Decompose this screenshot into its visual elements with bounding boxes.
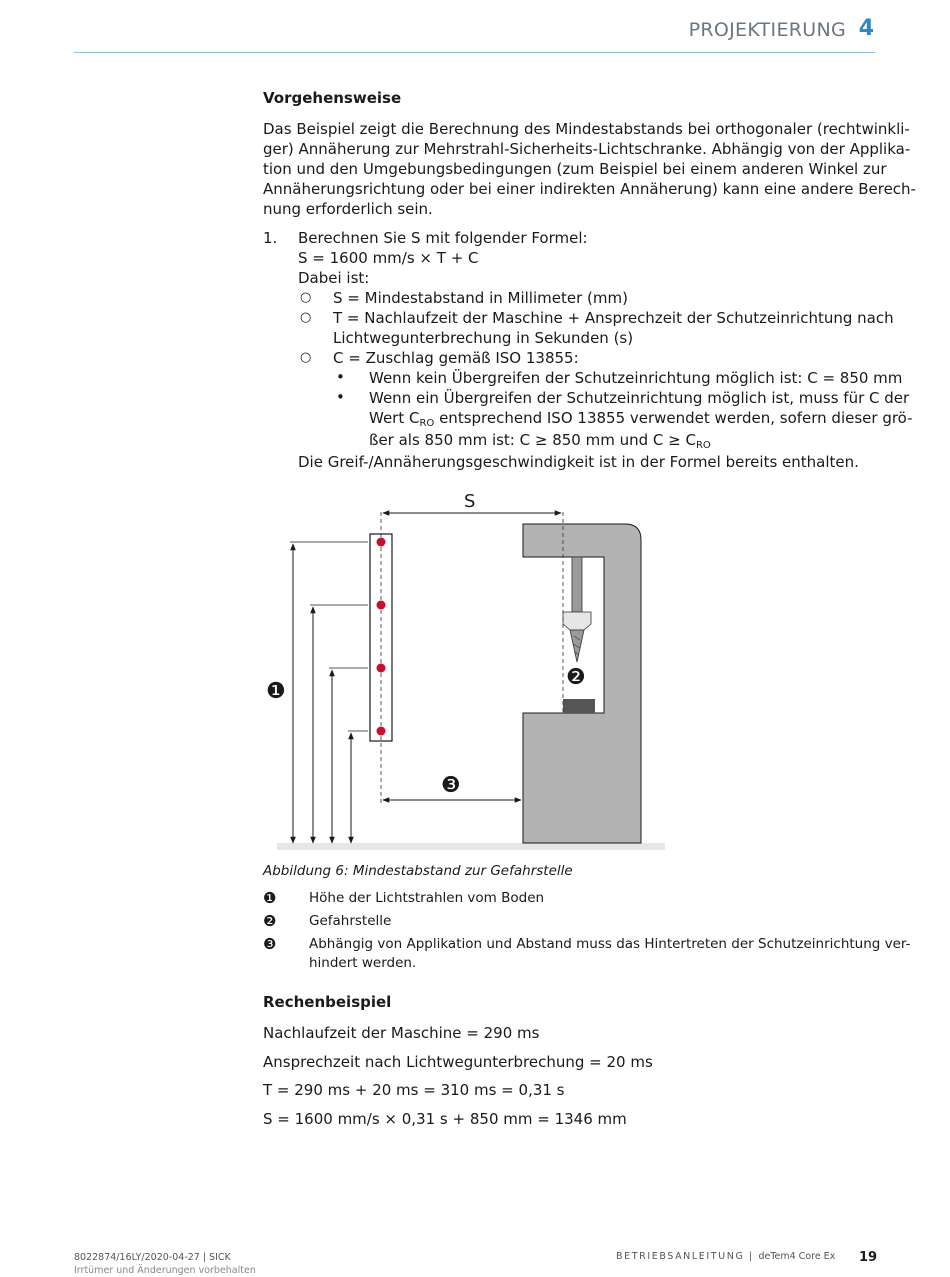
intro-line: Annäherungsrichtung oder bei einer indirekten Annäherung) kann eine andere Berech- (263, 180, 916, 198)
legend-number: ❷ (263, 912, 277, 930)
legend-text-cont: hindert werden. (309, 955, 417, 971)
tool-holder (563, 612, 591, 630)
callout-3: ❸ (441, 773, 461, 798)
chapter-number: 4 (858, 16, 874, 41)
c-case-2-cont: Wert $C_{RO}$ entsprechend ISO 13855 verwendet werden, sofern dieser grö- (369, 409, 913, 429)
step-text: Berechnen Sie S mit folgender Formel: (298, 229, 588, 247)
beam-dot (377, 601, 386, 610)
beam-dot (377, 664, 386, 673)
legend-text: Abhängig von Applikation und Abstand muss das Hintertreten der Schutzeinrichtung ver- (309, 936, 911, 952)
c-case-1: Wenn kein Übergreifen der Schutzeinrichtung möglich ist: C = 850 mm (369, 369, 903, 387)
s-label: S (464, 491, 476, 512)
c-case-2: Wenn ein Übergreifen der Schutzeinrichtung möglich ist, muss für C der (369, 389, 910, 407)
circle-bullet: ○ (300, 290, 312, 305)
formula: S = 1600 mm/s × T + C (298, 249, 479, 267)
intro-line: tion und den Umgebungsbedingungen (zum Beispiel bei einem anderen Winkel zur (263, 160, 887, 178)
legend-text: Höhe der Lichtstrahlen vom Boden (309, 890, 545, 906)
workpiece (563, 699, 595, 713)
footer-document-info (74, 1251, 256, 1277)
footer-doc-id: 8022874/16LY/2020-04-27 | SICK (74, 1252, 231, 1263)
legend-number: ❸ (263, 935, 277, 953)
figure-caption: Abbildung 6: Mindestabstand zur Gefahrstelle (263, 863, 573, 879)
intro-line: Das Beispiel zeigt die Berechnung des Mindestabstands bei orthogonaler (rechtwinkli- (263, 120, 910, 138)
intro-line: nung erforderlich sein. (263, 200, 433, 218)
calculation-line: S = 1600 mm/s × 0,31 s + 850 mm = 1346 mm (263, 1110, 627, 1128)
definition-t-cont: Lichtwegunterbrechung in Sekunden (s) (333, 329, 634, 347)
floor (277, 843, 665, 850)
definition-t: T = Nachlaufzeit der Maschine + Ansprechzeit der Schutzeinrichtung nach (333, 309, 894, 327)
dot-bullet: • (336, 388, 345, 406)
calculation-line: Nachlaufzeit der Maschine = 290 ms (263, 1024, 540, 1042)
procedure-heading: Vorgehensweise (263, 89, 402, 107)
definition-s: S = Mindestabstand in Millimeter (mm) (333, 289, 628, 307)
beam-dot (377, 538, 386, 547)
where-label: Dabei ist: (298, 269, 370, 287)
speed-note: Die Greif-/Annäherungsgeschwindigkeit ist in der Formel bereits enthalten. (298, 453, 859, 471)
calculation-line: T = 290 ms + 20 ms = 310 ms = 0,31 s (263, 1081, 565, 1099)
definition-c: C = Zuschlag gemäß ISO 13855: (333, 349, 579, 367)
section-title: PROJEKTIERUNG (688, 19, 846, 41)
calculation-heading: Rechenbeispiel (263, 993, 392, 1011)
legend-text: Gefahrstelle (309, 913, 392, 929)
footer-product: deTem4 Core Ex (758, 1251, 836, 1262)
callout-2: ❷ (566, 665, 586, 690)
callout-1: ❶ (266, 679, 286, 704)
footer-document-type: BETRIEBSANLEITUNG | deTem4 Core Ex (616, 1251, 836, 1262)
page-number: 19 (859, 1250, 878, 1265)
press-ram (572, 557, 582, 612)
dot-bullet: • (336, 368, 345, 386)
intro-line: ger) Annäherung zur Mehrstrahl-Sicherheits-Lichtschranke. Abhängig von der Applika- (263, 140, 911, 158)
step-number: 1. (263, 229, 278, 247)
c-case-2-cont: ßer als 850 mm ist: C ≥ 850 mm und $C \ge C_{RO}$ (369, 431, 711, 451)
circle-bullet: ○ (300, 310, 312, 325)
legend-number: ❶ (263, 889, 277, 907)
footer-disclaimer: Irrtümer und Änderungen vorbehalten (74, 1265, 256, 1276)
circle-bullet: ○ (300, 350, 312, 365)
beam-dot (377, 727, 386, 736)
calculation-line: Ansprechzeit nach Lichtwegunterbrechung = 20 ms (263, 1053, 653, 1071)
